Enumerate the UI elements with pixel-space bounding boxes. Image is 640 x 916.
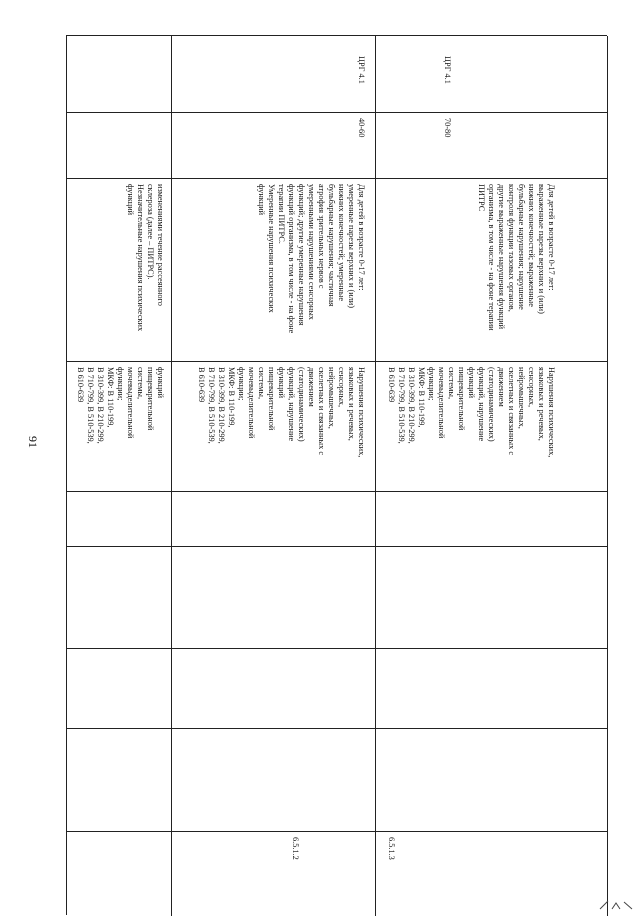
table-cell <box>376 36 608 112</box>
criteria-text: Для детей в возрасте 0-17 лет: умеренные парезы верхних и (или) нижних конечностей; умеренные бульбарные нарушения; частичная атрофия зрительных нервов с умеренными нарушениями сенсорных функций; другие умеренные нарушения функций организма, в том числе - на фоне терапии ПИТРС. Умеренные нарушения психических функций <box>257 184 366 334</box>
table-divider <box>67 491 607 492</box>
table-divider <box>67 546 607 547</box>
category-value: ЦРГ 4.1 <box>357 56 366 84</box>
scan-artifact-mark <box>598 897 634 911</box>
table-cell <box>172 36 376 112</box>
table-cell <box>376 178 608 361</box>
criteria-text: Для детей в возрасте 0-17 лет: выраженные парезы верхних и (или) нижних конечностей; выраженные бульбарные нарушения; нарушение контроля функции тазовых органов, другие выраженные нарушения функций организма, в том числе - на фоне терапии ПИТРС <box>477 184 556 331</box>
criteria-table <box>66 35 607 915</box>
table-cell <box>67 361 172 491</box>
table-cell <box>376 831 608 916</box>
table-cell <box>172 361 376 491</box>
table-cell <box>172 178 376 361</box>
table-cell <box>376 112 608 178</box>
conditions-text: Нарушения психических, языковых и речевых, сенсорных, нейромышечных, скелетных и связанных с движением (статодинамических) функций, нарушение функций пищеварительной системы, мочевыделительной функции; МКФ: B 110-199, B 310-399, B 210-299, B 710-799, B 510-539, B 610-639 <box>387 367 556 458</box>
percent-value: 70-80 <box>443 118 452 138</box>
criteria-text: изменениями течение рассеянного склероза (далее – ПИТРС). Незначительные нарушения психических функций <box>126 184 165 332</box>
item-code: 6.5.1.2 <box>291 837 300 860</box>
conditions-text: Нарушения психических, языковых и речевых, сенсорных, нейромышечных, скелетных и связанных с движением (статодинамических) функций, нарушение функций пищеварительной системы, мочевыделительной функции; МКФ: B 110-199, B 310-399, B 210-299, B 710-799, B 510-539, B 610-639 <box>197 367 366 458</box>
percent-value: 40-60 <box>357 118 366 138</box>
conditions-text: функций пищеварительной системы, мочевыделительной функции; МКФ: B 110-199, B 310-399, B 210-299, B 710-799, B 510-539, B 610-639 <box>76 367 165 444</box>
item-code: 6.5.1.3 <box>387 837 396 860</box>
page-number: 91 <box>26 436 40 448</box>
table-cell <box>376 361 608 491</box>
table-divider <box>67 648 607 649</box>
table-divider <box>67 728 607 729</box>
category-value: ЦРГ 4.1 <box>443 56 452 84</box>
table-cell <box>67 178 172 361</box>
table-cell <box>172 112 376 178</box>
table-cell <box>172 831 376 916</box>
